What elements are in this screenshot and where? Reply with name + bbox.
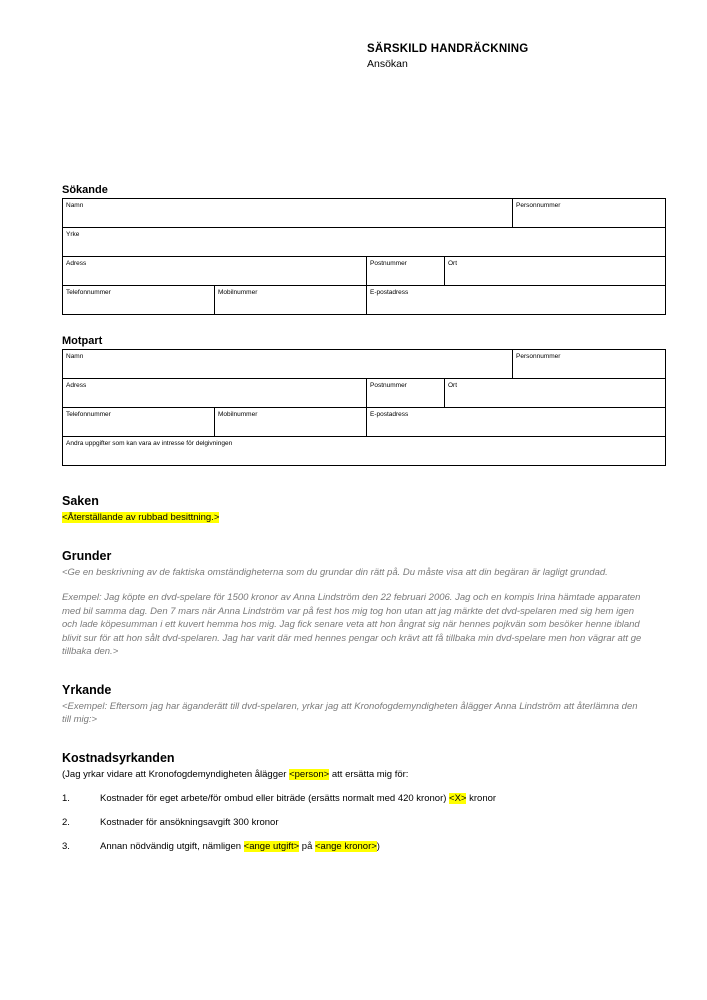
counterparty-table	[62, 349, 666, 466]
table-row	[63, 257, 666, 286]
list-item-text-before: Kostnader för ansökningsavgift 300 kronor	[100, 816, 279, 828]
applicant-occupation-label: Yrke	[66, 231, 80, 238]
grounds-instruction: <Ge en beskrivning av de faktiska omständigheterna som du grundar din rätt på. Du måste visa att din begäran är lagligt grundad.	[62, 566, 608, 578]
counterparty-mobile-cell[interactable]	[215, 408, 367, 437]
table-row	[63, 228, 666, 257]
applicant-address-label: Adress	[66, 260, 87, 267]
applicant-phone-cell[interactable]	[63, 286, 215, 315]
counterparty-other-info-label: Andra uppgifter som kan vara av intresse för delgivningen	[66, 440, 233, 447]
list-item-text	[100, 792, 645, 805]
counterparty-heading: Motpart	[62, 335, 103, 347]
list-item-highlight: <X>	[449, 792, 467, 804]
applicant-mobile-label: Mobilnummer	[218, 289, 258, 296]
list-item-highlight-2: <ange kronor>	[315, 840, 377, 852]
counterparty-city-label: Ort	[448, 382, 458, 389]
matter-heading: Saken	[62, 494, 99, 508]
matter-value: <Återställande av rubbad besittning.>	[62, 512, 220, 523]
applicant-postal-code-cell[interactable]	[367, 257, 445, 286]
counterparty-personal-number-label: Personnummer	[516, 353, 561, 360]
list-item	[62, 792, 645, 805]
table-row	[63, 437, 666, 466]
applicant-occupation-cell[interactable]	[63, 228, 666, 257]
applicant-email-label: E-postadress	[370, 289, 409, 296]
costs-intro	[62, 768, 645, 781]
list-item	[62, 840, 645, 853]
page-title: SÄRSKILD HANDRÄCKNING	[367, 43, 529, 55]
list-item-text-after: kronor	[466, 792, 497, 804]
list-item-text-before: Annan nödvändig utgift, nämligen	[100, 840, 244, 852]
matter-value-wrap	[62, 511, 645, 525]
applicant-mobile-cell[interactable]	[215, 286, 367, 315]
table-row	[63, 199, 666, 228]
counterparty-address-label: Adress	[66, 382, 87, 389]
applicant-personal-number-label: Personnummer	[516, 202, 561, 209]
applicant-name-cell[interactable]	[63, 199, 513, 228]
counterparty-phone-label: Telefonnummer	[66, 411, 111, 418]
list-item-highlight: <ange utgift>	[243, 840, 300, 852]
table-row	[63, 286, 666, 315]
costs-list	[62, 792, 645, 853]
list-item-text	[100, 816, 645, 829]
table-row	[63, 408, 666, 437]
counterparty-postal-code-label: Postnummer	[370, 382, 407, 389]
counterparty-phone-cell[interactable]	[63, 408, 215, 437]
applicant-phone-label: Telefonnummer	[66, 289, 111, 296]
claim-example: <Exempel: Eftersom jag har äganderätt till dvd-spelaren, yrkar jag att Kronofogdemyndigheten ålägger Anna Lindström att återlämna den till mig:>	[62, 700, 638, 725]
applicant-table	[62, 198, 666, 315]
counterparty-email-cell[interactable]	[367, 408, 666, 437]
applicant-email-cell[interactable]	[367, 286, 666, 315]
document-header	[62, 0, 645, 72]
costs-intro-before: (Jag yrkar vidare att Kronofogdemyndigheten ålägger	[62, 768, 290, 780]
applicant-personal-number-cell[interactable]	[513, 199, 666, 228]
table-row	[63, 379, 666, 408]
counterparty-postal-code-cell[interactable]	[367, 379, 445, 408]
counterparty-mobile-label: Mobilnummer	[218, 411, 258, 418]
applicant-address-cell[interactable]	[63, 257, 367, 286]
table-row	[63, 350, 666, 379]
applicant-heading: Sökande	[62, 184, 108, 196]
counterparty-city-cell[interactable]	[445, 379, 666, 408]
list-item-number: 2.	[62, 816, 70, 828]
counterparty-other-info-cell[interactable]	[63, 437, 666, 466]
list-item-text	[100, 840, 645, 853]
claim-heading: Yrkande	[62, 682, 112, 697]
counterparty-email-label: E-postadress	[370, 411, 409, 418]
counterparty-personal-number-cell[interactable]	[513, 350, 666, 379]
list-item-text-after: )	[376, 840, 380, 852]
list-item-text-mid: på	[299, 840, 315, 852]
costs-heading: Kostnadsyrkanden	[62, 750, 175, 765]
costs-intro-after: att ersätta mig för:	[329, 768, 409, 780]
costs-intro-person-placeholder: <person>	[289, 768, 330, 780]
applicant-name-label: Namn	[66, 202, 84, 209]
grounds-heading: Grunder	[62, 548, 112, 563]
list-item-number: 3.	[62, 840, 70, 852]
applicant-postal-code-label: Postnummer	[370, 260, 407, 267]
applicant-city-cell[interactable]	[445, 257, 666, 286]
list-item-text-before: Kostnader för eget arbete/för ombud eller biträde (ersätts normalt med 420 kronor)	[100, 792, 450, 804]
applicant-city-label: Ort	[448, 260, 458, 267]
list-item	[62, 816, 645, 829]
list-item-number: 1.	[62, 792, 70, 804]
counterparty-address-cell[interactable]	[63, 379, 367, 408]
counterparty-name-cell[interactable]	[63, 350, 513, 379]
page-subtitle: Ansökan	[367, 58, 408, 70]
grounds-example: Exempel: Jag köpte en dvd-spelare för 1500 kronor av Anna Lindström den 22 februari 2006. Jag och en kompis Irina hämtade apparaten med bil samma dag. Den 7 mars när Anna Lindström var på fest hos mig tog hon utan att jag märkte det dvd-spelaren med sig hem igen och lade köpesumman i ett kuvert hemma hos mig. Jag fick senare veta att hon ångrat sig när hennes pojkvän som besöker henne ibland blivit sur för att hon sålt dvd-spelaren. Jag har varit där med hennes pengar och krävt att få tillbaka min dvd-spelare men hon vägrar att ge tillbaka den.>	[62, 592, 642, 657]
counterparty-name-label: Namn	[66, 353, 84, 360]
